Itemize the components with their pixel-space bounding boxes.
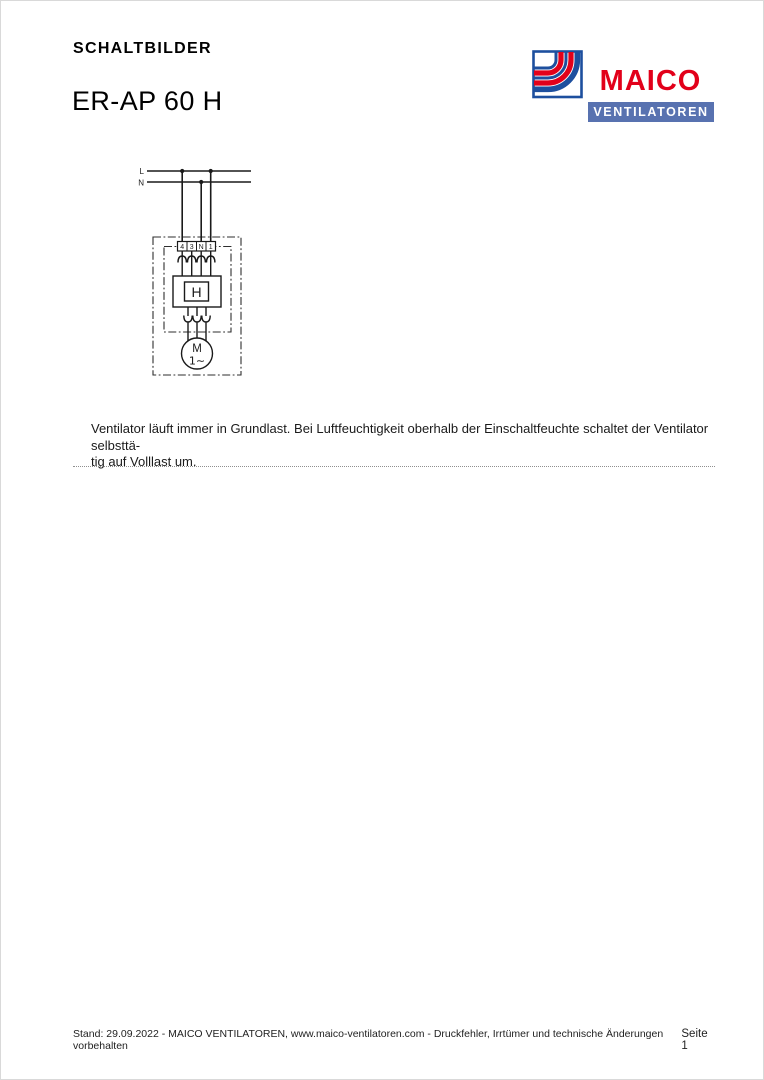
terminal-1: 1: [208, 244, 213, 252]
plug-connectors-top: [178, 251, 215, 276]
page-footer: [73, 1028, 715, 1052]
logo-brand-text: MAICO: [599, 65, 702, 97]
footer-page-number: Seite 1: [681, 1028, 708, 1052]
plug-connectors-bottom: [184, 307, 210, 342]
description-line-1: Ventilator läuft immer in Grundlast. Bei Luftfeuchtigkeit oberhalb der Einschaltfeuchte schaltet der Ventilator selbsttä-: [91, 421, 709, 453]
phase-label: L: [139, 167, 144, 176]
terminal-3: 3: [189, 244, 194, 252]
logo-tagline: VENTILATOREN: [588, 102, 714, 122]
terminal-n: N: [198, 244, 204, 252]
description-text: [91, 421, 711, 471]
wiring-diagram: [131, 156, 261, 386]
supply-lines: [147, 171, 251, 242]
motor-label: M: [192, 343, 202, 355]
motor-symbol: [182, 338, 213, 369]
motor-phase-label: 1∼: [188, 354, 206, 368]
dotted-divider: [73, 466, 715, 467]
maico-logo-icon: [532, 50, 583, 99]
description-line-2: tig auf Volllast um.: [91, 454, 197, 469]
section-title: SCHALTBILDER: [73, 40, 212, 57]
terminal-4: 4: [180, 244, 185, 252]
product-title: ER-AP 60 H: [72, 86, 223, 116]
terminal-block: [178, 242, 216, 252]
hygrostat-label: H: [191, 283, 202, 300]
maico-logo: [532, 49, 714, 123]
footer-info: Stand: 29.09.2022 - MAICO VENTILATOREN, www.maico-ventilatoren.com - Druckfehler, Irrtümer und technische Änderungen vorbehalten: [73, 1028, 664, 1052]
neutral-label: N: [138, 178, 144, 188]
